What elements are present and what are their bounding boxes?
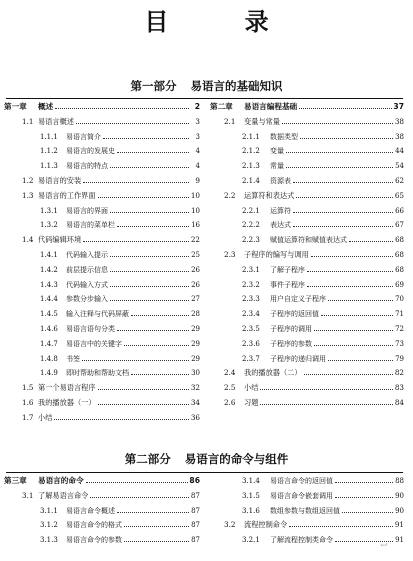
toc-entry-title: 小结 [38, 412, 53, 422]
toc-entry-title: 变量 [270, 147, 284, 156]
toc-entry-page: 91 [394, 520, 404, 530]
toc-dot-leader [289, 526, 393, 527]
toc-entry[interactable] [40, 321, 200, 333]
toc-entry[interactable] [40, 129, 200, 141]
toc-entry-title: 易语言命令的格式 [66, 521, 122, 530]
toc-entry-page: 10 [191, 206, 200, 215]
toc-entry-number: 1.4.4 [40, 295, 58, 304]
toc-entry[interactable] [224, 517, 404, 529]
toc-entry[interactable] [40, 291, 200, 303]
toc-entry-page: 68 [395, 236, 404, 245]
toc-entry[interactable] [242, 232, 404, 244]
toc-entry-number: 2.3.1 [242, 265, 260, 274]
toc-entry-title: 资源表 [270, 177, 291, 185]
toc-entry-number: 2.3.5 [242, 325, 260, 333]
toc-entry-title: 小结 [244, 383, 259, 393]
toc-entry-page: 88 [395, 477, 404, 485]
toc-dot-leader [110, 271, 189, 272]
toc-dot-leader [314, 345, 393, 346]
toc-entry-page: 4 [195, 162, 200, 171]
toc-entry-number: 2.5 [224, 383, 236, 393]
toc-dot-leader [131, 315, 189, 316]
toc-entry-number: 2.6 [224, 398, 236, 407]
toc-dot-leader [300, 138, 393, 139]
toc-entry-number: 2.2.2 [242, 221, 260, 230]
toc-dot-leader [117, 512, 189, 513]
toc-entry-title: 易语言的工作界面 [38, 190, 96, 200]
toc-entry-title: 第一个易语言程序 [38, 383, 96, 393]
toc-entry-title: 易语言概述 [38, 116, 74, 126]
toc-entry[interactable] [242, 129, 404, 141]
toc-dot-leader [82, 360, 189, 361]
toc-entry[interactable] [242, 173, 404, 185]
toc-dot-leader [76, 123, 189, 124]
toc-entry-number: 第三章 [4, 476, 27, 485]
toc-entry-number: 2.1.4 [242, 177, 260, 185]
toc-entry-page: 26 [191, 265, 200, 274]
toc-entry-title: 易语言语句分类 [66, 325, 115, 333]
toc-entry-number: 2.4 [224, 368, 236, 378]
toc-entry-title: 易语言命令的参数 [66, 536, 122, 545]
toc-dot-leader [328, 360, 393, 361]
toc-entry-page: 29 [191, 354, 200, 363]
toc-entry-title: 代码输入提示 [66, 251, 108, 259]
toc-entry[interactable] [40, 143, 200, 155]
toc-entry-title: 常量 [270, 162, 284, 171]
toc-dot-leader [110, 300, 189, 301]
page-turn-icon: ↩ [380, 541, 388, 551]
toc-dot-leader [98, 404, 189, 405]
toc-entry[interactable] [242, 488, 404, 500]
toc-entry-number: 1.3.2 [40, 221, 58, 230]
part-one-label: 第一部分 [130, 79, 177, 93]
toc-entry-number: 1.3.1 [40, 206, 58, 215]
toc-entry[interactable] [40, 262, 200, 274]
toc-entry-number: 2.3.6 [242, 339, 260, 348]
toc-entry-title: 变量与常量 [244, 116, 280, 126]
toc-entry-page: 26 [191, 280, 200, 289]
toc-entry-number: 1.4.7 [40, 339, 58, 348]
toc-entry-number: 2.1.3 [242, 162, 260, 171]
toc-entry-number: 2.3.7 [242, 354, 260, 363]
part-one-heading [0, 78, 413, 94]
toc-entry-page: 16 [191, 221, 200, 230]
toc-dot-leader [98, 389, 189, 390]
toc-entry-number: 3.2.1 [242, 536, 260, 545]
toc-entry[interactable] [242, 158, 404, 170]
toc-entry-number: 1.4.9 [40, 369, 58, 378]
toc-entry-page: 38 [394, 116, 404, 126]
toc-dot-leader [307, 286, 393, 287]
toc-entry[interactable] [242, 306, 404, 318]
toc-entry[interactable] [40, 365, 200, 377]
part-two-heading [0, 451, 413, 467]
toc-entry[interactable] [242, 291, 404, 303]
part-one-name: 易语言的基础知识 [190, 79, 283, 93]
toc-entry-page: 87 [190, 490, 200, 500]
toc-entry-page: 91 [395, 536, 404, 545]
toc-entry-number: 1.3 [22, 190, 34, 200]
toc-entry-page: 29 [191, 325, 200, 333]
toc-entry[interactable] [242, 321, 404, 333]
toc-dot-leader [124, 526, 189, 527]
part-two-name: 易语言的命令与组件 [184, 452, 289, 466]
toc-entry[interactable] [224, 365, 404, 377]
toc-dot-leader [110, 286, 189, 287]
toc-entry-page: 4 [195, 147, 200, 156]
toc-entry-title: 易语言的菜单栏 [66, 221, 115, 230]
toc-entry-page: 72 [395, 325, 404, 333]
toc-dot-leader [103, 138, 189, 139]
toc-dot-leader [54, 419, 189, 420]
toc-dot-leader [260, 404, 393, 405]
toc-entry-page: 9 [195, 176, 200, 185]
toc-entry-number: 1.4.1 [40, 251, 58, 259]
toc-entry-title: 书签 [66, 354, 80, 363]
toc-entry-title: 我的播放器（二） [244, 368, 302, 378]
toc-dot-leader [335, 497, 393, 498]
toc-entry[interactable] [22, 488, 200, 500]
toc-entry[interactable] [40, 158, 200, 170]
toc-entry-number: 1.4.2 [40, 265, 58, 274]
toc-entry-title: 运算符和表达式 [244, 190, 295, 200]
toc-entry-number: 3.1.3 [40, 536, 58, 545]
toc-entry-number: 2.3.2 [242, 280, 260, 289]
toc-entry[interactable] [22, 395, 200, 407]
toc-entry[interactable] [40, 532, 200, 544]
toc-entry[interactable] [242, 143, 404, 155]
toc-entry[interactable] [22, 173, 200, 185]
toc-entry-title: 了解易语言命令 [38, 490, 89, 500]
toc-dot-leader [117, 330, 189, 331]
toc-dot-leader [90, 497, 189, 498]
toc-entry-page: 28 [191, 310, 200, 319]
toc-entry[interactable] [22, 380, 200, 392]
toc-dot-leader [117, 226, 189, 227]
toc-entry-page: 10 [190, 190, 200, 200]
toc-entry-number: 1.7 [22, 412, 34, 422]
toc-entry[interactable] [4, 473, 200, 485]
toc-entry[interactable] [242, 336, 404, 348]
toc-entry-title: 赋值运算符和赋值表达式 [270, 236, 347, 245]
toc-dot-leader [260, 389, 393, 390]
toc-dot-leader [98, 197, 189, 198]
toc-entry-title: 概述 [38, 102, 54, 111]
toc-entry-page: 34 [190, 398, 200, 407]
toc-dot-leader [328, 300, 393, 301]
toc-entry-number: 2.3.3 [242, 295, 260, 304]
toc-entry-number: 1.1.3 [40, 162, 58, 171]
toc-entry-number: 1.2 [22, 176, 34, 185]
toc-entry[interactable] [40, 203, 200, 215]
toc-dot-leader [286, 167, 393, 168]
toc-entry-page: 69 [395, 280, 404, 289]
toc-entry-title: 子程序的返回值 [270, 310, 319, 319]
part-two-label: 第二部分 [124, 452, 171, 466]
toc-entry-number: 第一章 [4, 102, 27, 111]
toc-entry-title: 了解流程控制类命令 [270, 536, 333, 545]
toc-entry-page: 67 [395, 221, 404, 230]
toc-entry-title: 用户自定义子程序 [270, 295, 326, 304]
toc-dot-leader [293, 226, 393, 227]
toc-entry-title: 易语言简介 [66, 132, 101, 141]
toc-entry-title: 易语言中的关键字 [66, 339, 122, 348]
toc-entry-page: 2 [194, 102, 200, 111]
toc-entry[interactable] [40, 351, 200, 363]
toc-entry-page: 71 [395, 310, 404, 319]
toc-entry[interactable] [242, 262, 404, 274]
toc-entry-title: 输入注释与代码屏蔽 [66, 310, 129, 319]
toc-entry[interactable] [22, 410, 200, 422]
toc-entry-page: 84 [394, 398, 404, 407]
toc-dot-leader [311, 256, 393, 257]
toc-entry-page: 54 [395, 162, 404, 171]
toc-entry-page: 27 [191, 295, 200, 304]
page-title: 目 录 [144, 8, 303, 36]
toc-entry[interactable] [22, 114, 200, 126]
toc-entry-title: 易语言的界面 [66, 206, 108, 215]
toc-dot-leader [314, 330, 393, 331]
toc-entry-title: 习题 [244, 398, 259, 407]
toc-entry-number: 2.1 [224, 116, 236, 126]
toc-entry-title: 易语言编程基础 [244, 102, 298, 111]
toc-dot-leader [349, 241, 393, 242]
toc-entry-page: 87 [191, 506, 200, 515]
toc-entry-page: 44 [395, 147, 404, 156]
toc-entry-title: 易语言命令的返回值 [270, 477, 333, 485]
toc-entry-title: 子程序的递归调用 [270, 354, 326, 363]
toc-entry-title: 我的播放器（一） [38, 398, 96, 407]
toc-entry[interactable] [242, 351, 404, 363]
toc-entry-number: 2.1.2 [242, 147, 260, 156]
toc-entry[interactable] [224, 114, 404, 126]
toc-entry-title: 易语言的特点 [66, 162, 108, 171]
toc-dot-leader [293, 212, 393, 213]
toc-entry-page: 3 [195, 116, 200, 126]
toc-entry-title: 了解子程序 [270, 265, 305, 274]
toc-entry-number: 3.2 [224, 520, 236, 530]
toc-entry-number: 1.5 [22, 383, 34, 393]
toc-dot-leader [55, 108, 189, 109]
toc-entry-page: 22 [190, 235, 200, 245]
toc-entry-title: 运算符 [270, 206, 291, 215]
toc-entry[interactable] [210, 99, 404, 111]
toc-entry-number: 2.2.3 [242, 236, 260, 245]
toc-entry[interactable] [40, 217, 200, 229]
toc-dot-leader [321, 315, 393, 316]
toc-entry-number: 3.1.1 [40, 506, 58, 515]
toc-entry-title: 代码输入方式 [66, 280, 108, 289]
toc-dot-leader [342, 512, 393, 513]
toc-entry-page: 32 [190, 383, 200, 393]
toc-entry-title: 易语言命令概述 [66, 506, 115, 515]
toc-entry-title: 流程控制命令 [244, 520, 288, 530]
toc-entry-title: 即时帮助和帮助文档 [66, 369, 129, 378]
toc-entry-page: 68 [394, 250, 404, 259]
toc-entry[interactable] [40, 247, 200, 259]
toc-entry[interactable] [40, 336, 200, 348]
toc-entry[interactable] [224, 395, 404, 407]
toc-entry-number: 3.1.4 [242, 477, 260, 485]
toc-dot-leader [299, 108, 392, 109]
toc-entry-page: 68 [395, 265, 404, 274]
toc-dot-leader [124, 345, 189, 346]
toc-entry-page: 87 [191, 521, 200, 530]
toc-dot-leader [86, 482, 189, 483]
toc-dot-leader [110, 256, 189, 257]
toc-entry-number: 1.4.6 [40, 325, 58, 333]
toc-entry[interactable] [22, 232, 200, 244]
toc-entry-page: 86 [189, 476, 200, 485]
toc-dot-leader [282, 123, 393, 124]
toc-entry-title: 前层提示信息 [66, 265, 108, 274]
toc-entry-title: 事件子程序 [270, 280, 305, 289]
toc-entry-title: 数组参数与数组返回值 [270, 506, 340, 515]
toc-entry-number: 1.4.5 [40, 310, 58, 319]
toc-entry-title: 表达式 [270, 221, 291, 230]
toc-dot-leader [117, 152, 189, 153]
toc-entry-page: 3 [195, 132, 200, 141]
toc-entry-page: 70 [395, 295, 404, 304]
toc-dot-leader [110, 212, 189, 213]
toc-entry[interactable] [224, 247, 404, 259]
toc-entry-page: 83 [394, 383, 404, 393]
toc-entry-title: 代码编辑环境 [38, 235, 82, 245]
toc-dot-leader [304, 374, 393, 375]
toc-entry-number: 2.3 [224, 250, 236, 259]
toc-dot-leader [83, 241, 189, 242]
toc-entry-page: 36 [190, 412, 200, 422]
toc-entry-title: 数据类型 [270, 132, 298, 141]
toc-entry-page: 62 [395, 177, 404, 185]
toc-entry[interactable] [224, 380, 404, 392]
toc-entry-title: 易语言命令嵌套调用 [270, 491, 333, 500]
toc-entry-title: 参数分步输入 [66, 295, 108, 304]
toc-entry-page: 38 [395, 132, 404, 141]
toc-entry-number: 第二章 [210, 102, 233, 111]
toc-entry-number: 2.3.4 [242, 310, 260, 319]
toc-entry-number: 1.4.8 [40, 354, 58, 363]
toc-entry-page: 87 [191, 536, 200, 545]
toc-entry-number: 3.1.5 [242, 491, 260, 500]
toc-entry-page: 90 [395, 491, 404, 500]
toc-dot-leader [335, 482, 393, 483]
toc-entry[interactable] [242, 277, 404, 289]
toc-entry-page: 65 [394, 190, 404, 200]
toc-entry-number: 3.1.2 [40, 521, 58, 530]
toc-entry-title: 易语言的发展史 [66, 147, 115, 156]
toc-entry[interactable] [40, 277, 200, 289]
toc-entry-title: 子程序的编写与调用 [244, 250, 309, 259]
toc-entry-number: 2.2 [224, 190, 236, 200]
toc-entry-number: 3.1 [22, 490, 34, 500]
toc-entry-page: 25 [191, 251, 200, 259]
toc-dot-leader [131, 374, 189, 375]
toc-dot-leader [83, 182, 189, 183]
toc-entry-title: 子程序的参数 [270, 339, 312, 348]
toc-entry-title: 子程序的调用 [270, 325, 312, 333]
toc-entry-number: 1.1 [22, 116, 34, 126]
toc-entry[interactable] [4, 99, 200, 111]
toc-dot-leader [307, 271, 393, 272]
toc-dot-leader [124, 541, 189, 542]
toc-entry[interactable] [242, 503, 404, 515]
toc-entry[interactable] [22, 188, 200, 200]
toc-entry-number: 2.1.1 [242, 132, 260, 141]
toc-entry-number: 3.1.6 [242, 506, 260, 515]
toc-entry-page: 90 [395, 506, 404, 515]
toc-entry-number: 1.4.3 [40, 280, 58, 289]
toc-dot-leader [293, 182, 393, 183]
toc-entry-page: 30 [191, 369, 200, 378]
toc-entry[interactable] [242, 473, 404, 485]
toc-entry-page: 82 [394, 368, 404, 378]
toc-entry[interactable] [40, 306, 200, 318]
toc-dot-leader [296, 197, 393, 198]
toc-entry-page: 29 [191, 339, 200, 348]
toc-entry-page: 79 [395, 354, 404, 363]
toc-entry-page: 73 [395, 339, 404, 348]
toc-dot-leader [110, 167, 189, 168]
toc-entry[interactable] [40, 517, 200, 529]
toc-entry[interactable] [224, 188, 404, 200]
toc-entry[interactable] [242, 203, 404, 215]
toc-entry-number: 1.6 [22, 398, 34, 407]
toc-entry-page: 37 [393, 102, 404, 111]
toc-entry-number: 1.4 [22, 235, 34, 245]
toc-entry-number: 2.2.1 [242, 206, 260, 215]
toc-entry[interactable] [242, 217, 404, 229]
toc-entry[interactable] [40, 503, 200, 515]
toc-dot-leader [286, 152, 393, 153]
toc-entry-title: 易语言的命令 [38, 476, 84, 485]
toc-entry-title: 易语言的安装 [38, 176, 82, 185]
toc-entry-page: 66 [395, 206, 404, 215]
toc-entry-number: 1.1.2 [40, 147, 58, 156]
toc-entry-number: 1.1.1 [40, 132, 58, 141]
